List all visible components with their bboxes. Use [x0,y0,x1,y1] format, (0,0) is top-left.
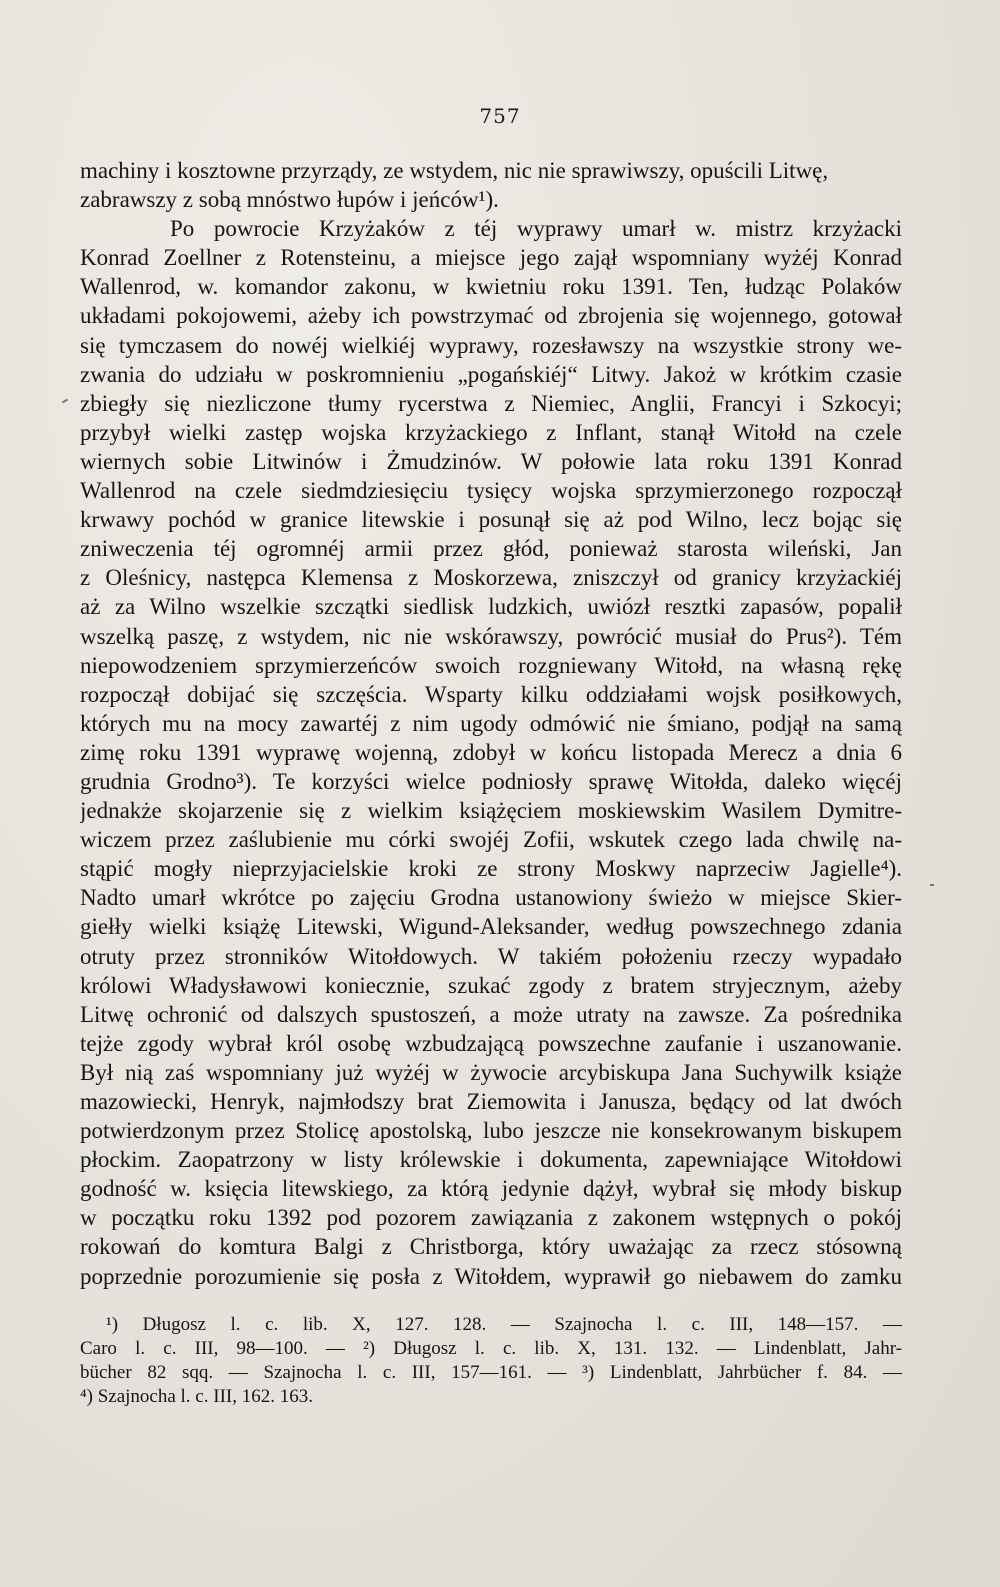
footnote-line: Caro l. c. III, 98—100. — ²) Długosz l. c. lib. X, 131. 132. — Lindenblatt, Jahr- [80,1338,902,1359]
text-line: w początku roku 1392 pod pozorem zawiązania z zakonem wstępnych o pokój [80,1205,902,1231]
footnote-line: bücher 82 sqq. — Szajnocha l. c. III, 157—161. — ³) Lindenblatt, Jahrbücher f. 84. — [80,1362,902,1383]
text-line: Nadto umarł wkrótce po zajęciu Grodna ustanowiony świeżo w miejsce Skier- [80,885,902,911]
text-line: Litwę ochronić od dalszych spustoszeń, a może utraty na zawsze. Za pośrednika [80,1001,902,1027]
text-line: układami pokojowemi, ażeby ich powstrzymać od zbrojenia się wojennego, gotował [80,303,902,329]
text-line: stąpić mogły nieprzyjacielskie kroki ze strony Moskwy naprzeciw Jagielle⁴). [80,856,902,882]
text-line: jednakże skojarzenie się z wielkim książęciem moskiewskim Wasilem Dymitre- [80,798,902,824]
text-line: aż za Wilno wszelkie szczątki siedlisk ludzkich, uwiózł resztki zapasów, popalił [80,594,902,620]
text-line: potwierdzonym przez Stolicę apostolską, lubo jeszcze nie konsekrowanym biskupem [80,1118,902,1144]
page-number: 757 [479,104,521,128]
text-line: Wallenrod na czele siedmdziesięciu tysięcy wojska sprzymierzonego rozpoczął [80,478,902,504]
text-line: tejże zgody wybrał król osobę wzbudzającą powszechne zaufanie i uszanowanie. [80,1030,902,1056]
footnote-line: ⁴) Szajnocha l. c. III, 162. 163. [80,1386,313,1407]
text-line: poprzednie porozumienie się posła z Witołdem, wyprawił go niebawem do zamku [80,1263,902,1289]
text-line: zbiegły się niezliczone tłumy rycerstwa z Niemiec, Anglii, Francyi i Szkocyi; [80,390,902,416]
body-text [80,156,902,1291]
text-line: królowi Władysławowi koniecznie, szukać zgody z bratem stryjecznym, ażeby [80,972,902,998]
text-line: rozpoczął dobijać się szczęścia. Wsparty kilku oddziałami wojsk posiłkowych, [80,681,902,707]
footnote-line: ¹) Długosz l. c. lib. X, 127. 128. — Szajnocha l. c. III, 148—157. — [106,1314,902,1335]
footnotes [80,1313,902,1409]
text-line: wszelką paszę, z wstydem, nic nie wskórawszy, powrócić musiał do Prus²). Tém [80,623,902,649]
text-line: przybył wielki zastęp wojska krzyżackiego z Inflant, stanął Witołd na czele [80,419,902,445]
text-line: otruty przez stronników Witołdowych. W takiém położeniu rzeczy wypadało [80,943,902,969]
text-line: krwawy pochód w granice litewskie i posunął się aż pod Wilno, lecz bojąc się [80,507,902,533]
ink-speck [62,399,68,404]
text-line: machiny i kosztowne przyrządy, ze wstydem, nic nie sprawiwszy, opuścili Litwę, [80,158,829,183]
text-line: zabrawszy z sobą mnóstwo łupów i jeńców¹). [80,187,499,213]
text-line: zwania do udziału w poskromnieniu „pogańskiéj“ Litwy. Jakoż w krótkim czasie [80,361,902,387]
text-line: godność w. księcia litewskiego, za którą jedynie dążył, wybrał się młody biskup [80,1176,902,1202]
text-line: rokowań do komtura Balgi z Christborga, który uważając za rzecz stósowną [80,1234,902,1260]
text-line: mazowiecki, Henryk, najmłodszy brat Ziemowita i Janusza, będący od lat dwóch [80,1089,902,1114]
text-line: Był nią zaś wspomniany już wyżéj w żywocie arcybiskupa Jana Suchywilk książe [80,1059,902,1085]
text-line: Po powrocie Krzyżaków z téj wyprawy umarł w. mistrz krzyżacki [170,216,902,242]
text-line: płockim. Zaopatrzony w listy królewskie i dokumenta, zapewniające Witołdowi [80,1147,902,1173]
text-line: z Oleśnicy, następca Klemensa z Moskorzewa, zniszczył od granicy krzyżackiéj [80,565,902,591]
text-line: grudnia Grodno³). Te korzyści wielce podniosły sprawę Witołda, daleko więcéj [80,768,902,794]
text-line: giełły wielki książę Litewski, Wigund-Aleksander, według powszechnego zdania [80,914,902,940]
ink-speck [930,884,934,886]
text-line: wiczem przez zaślubienie mu córki swojéj Zofii, wskutek czego lada chwilę na- [80,827,902,853]
text-line: niepowodzeniem sprzymierzeńców swoich rozgniewany Witołd, na własną rękę [80,652,902,678]
text-line: wiernych sobie Litwinów i Żmudzinów. W połowie lata roku 1391 Konrad [80,448,902,474]
text-line: się tymczasem do nowéj wielkiéj wyprawy, rozesławszy na wszystkie strony we- [80,332,902,358]
text-line: zimę roku 1391 wyprawę wojenną, zdobył w końcu listopada Merecz a dnia 6 [80,739,902,765]
text-line: zniweczenia téj ogromnéj armii przez głód, ponieważ starosta wileński, Jan [80,536,902,562]
text-line: Wallenrod, w. komandor zakonu, w kwietniu roku 1391. Ten, łudząc Polaków [80,274,902,300]
text-line: Konrad Zoellner z Rotensteinu, a miejsce jego zajął wspomniany wyżéj Konrad [80,245,902,271]
text-line: których mu na mocy zawartéj z nim ugody odmówić nie śmiano, podjął na samą [80,710,902,736]
